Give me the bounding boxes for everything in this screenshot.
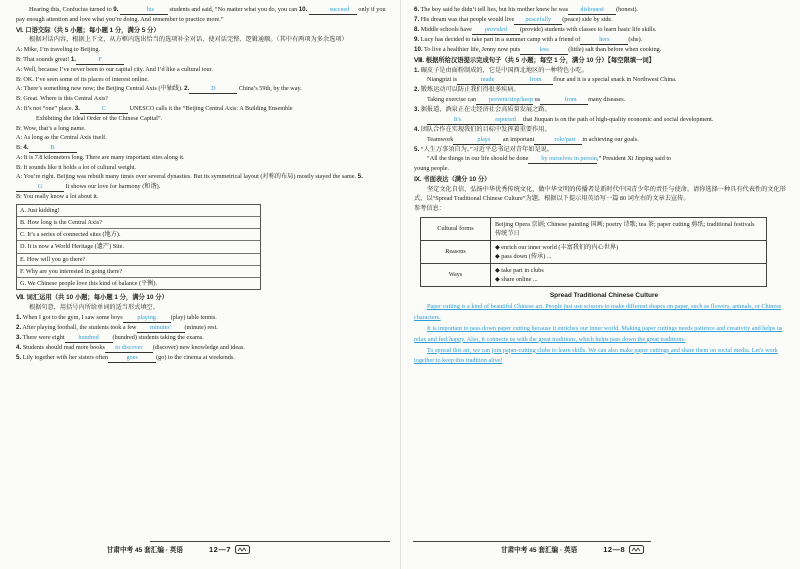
section-header-7: Ⅶ. 词汇运用（共 10 小题；每小题 1 分，满分 10 分） — [16, 294, 168, 302]
answer-blank: D — [189, 85, 237, 94]
answer-blank: reported — [475, 116, 523, 125]
translation-answer: “All the things in our life should be done by ourselves in person,” President Xi Jinping said to — [427, 155, 672, 163]
section-instruction: 根据对话内容，根据上下文，从方框内选出恰当的选项补全对话，使对话完整、逻辑通顺。（其中有两项为多余选项） — [29, 36, 348, 44]
right-page-content — [414, 5, 794, 367]
left-page-content — [16, 5, 390, 363]
dialogue-line: Exhibiting the Ideal Order of the Chinese Capital”. — [36, 114, 163, 122]
dialogue-line: A: You’re right. Beijing was rebuilt many times over several dynasties. But its symmetrical layout (对称的布局) mostly stayed the same. 5.G It shows our love for harmony (和谐). — [16, 173, 363, 191]
translation-answer: Niangpizi is made from flour and it is a special snack in Northwest China. — [427, 76, 677, 84]
dialogue-line: A: Well, because I’ve never been to our capital city. And I’d like a cultural tour. — [16, 65, 213, 73]
passage-paragraph: Hearing this, Confucius turned to 9. his students and said, “No matter what you do, you can 10. succeed only if you pay enough attention and love what you’re doing. And remember to practice more.” — [16, 6, 386, 23]
option-item: D. It is now a World Heritage (遗产) Site. — [17, 241, 260, 253]
dialogue-line: B: 4. B — [16, 143, 390, 153]
answer-blank: role/part — [534, 136, 582, 145]
answer-blank: F — [76, 56, 124, 65]
essay-paragraph: Paper cutting is a kind of beautiful Chinese art. People just use scissors to make different shapes on paper, such as flowers, animals, or Chinese characters. — [414, 303, 782, 322]
right-page — [400, 0, 800, 569]
answer-blank: It's — [427, 116, 475, 125]
dialogue-line: B: OK. I’ve seen some of its places of interest online. — [16, 75, 149, 83]
footer-book-title: 甘肃中考 45 套汇编 · 英语 — [501, 547, 578, 554]
translation-answer: It's reported that Jiuquan is on the path of high-quality economic and social development. — [414, 115, 794, 125]
footer-rule — [413, 541, 651, 542]
page-footer — [501, 543, 644, 555]
vocab-item: 7. His dream was that people would live peacefully (peace) side by side. — [414, 16, 613, 23]
publisher-logo-icon — [235, 545, 250, 554]
vocab-item: 10. To live a healthier life, Jenny now puts less (little) salt than before when cooking. — [414, 46, 662, 53]
table-value: ◆ enrich our inner world (丰富我们的内心世界) ◆ pass down (传承) ... — [491, 240, 767, 263]
answer-blank: from — [505, 76, 553, 85]
table-row — [421, 217, 767, 240]
answer-blank: plays — [453, 136, 501, 145]
table-row — [421, 240, 767, 263]
vocab-item: 6. The boy said he didn’t tell lies, but his mother knew he was dishonest (honest). — [414, 6, 638, 13]
dialogue-line: B: That sounds great! 1. F — [16, 55, 390, 65]
answer-blank: by ourselves in person — [528, 155, 597, 164]
dialogue-line: B: Wow, that’s a long name. — [16, 124, 86, 132]
answer-blank: made — [457, 76, 505, 85]
footer-book-title: 甘肃中考 45 套汇编 · 英语 — [106, 547, 183, 554]
translation-answer-cont: young people. — [414, 165, 450, 173]
answer-blank: G — [16, 183, 64, 192]
vocab-item: 3. There were eight hundred (hundred) students taking the exams. — [16, 333, 204, 341]
table-value: ◆ take part in clubs ◆ share online ... — [491, 263, 767, 286]
dialogue-line: A: It is 7.8 kilometers long. There are many important sites along it. — [16, 154, 185, 162]
dialogue-line: A: Mike, I’m traveling to Beijing. — [16, 46, 101, 54]
answer-blank: goes — [108, 354, 156, 363]
option-item: A. Just kidding! — [17, 205, 260, 217]
dialogue-line: A: There’s something new now; the Beijing Central Axis (中轴线). 2. D China’s 59th, by the way. — [16, 85, 302, 93]
answer-blank: dishonest — [568, 6, 616, 15]
vocab-item: 5. Lily together with her sisters often goes (go) to the cinema at weekends. — [16, 353, 235, 361]
answer-blank: playing — [123, 314, 171, 323]
answer-blank-10: succeed — [309, 6, 357, 15]
translation-prompt: 5. “人生万事須自为。”习近平总书记对青年如是说。 — [414, 145, 554, 153]
table-row — [421, 263, 767, 286]
translation-prompt: 1. 碾皮子是由面粉制成的，它是中国西北地区的一种特色小吃。 — [414, 66, 588, 74]
page-number: 12—7 — [208, 544, 231, 554]
table-value: Beijing Opera 京剧; Chinese painting 国画; poetry 诗歌; tea 茶; paper cutting 剪纸; traditional festivals 传统节日 — [491, 217, 767, 240]
answer-blank: peacefully — [514, 16, 562, 25]
answer-blank: hers — [580, 36, 628, 45]
option-item: E. How will you go there? — [17, 254, 260, 266]
essay-title: Spread Traditional Chinese Culture — [549, 291, 659, 299]
dialogue-line: B: It sounds like it holds a lot of cultural weight. — [16, 163, 137, 171]
vocab-item: 2. After playing football, the students took a few minutes' (minute) rest. — [16, 323, 218, 331]
vocab-item: 4. Students should read more books to discover (discover) new knowledge and ideas. — [16, 343, 245, 351]
answer-blank: less — [520, 46, 568, 55]
answer-blank: C — [80, 105, 128, 114]
answer-blank: minutes' — [137, 324, 185, 333]
dialogue-line: A: It’s not “one” place. 3. C UNESCO calls it the “Beijing Central Axis: A Building Ensemble — [16, 104, 293, 112]
table-key: Reasons — [421, 240, 491, 263]
publisher-logo-icon — [629, 545, 644, 554]
section-instruction: 根据句意，用括号内所给单词的适当形式填空。 — [29, 303, 159, 311]
answer-blank: B — [29, 144, 77, 153]
vocab-item: 1. When I got to the gym, I saw some boys playing (play) table tennis. — [16, 313, 217, 321]
option-item: F. Why are you interested in going there? — [17, 266, 260, 278]
translation-answer: Taking exercise can prevent/stop/keep us from many diseases. — [427, 96, 626, 104]
reference-label: 参考信息： — [414, 205, 445, 213]
vocab-item: 9. Lucy has decided to take part in a summer camp with a friend of hers (she). — [414, 36, 643, 43]
translation-answer: Teamwork plays an important role/part in achieving our goals. — [427, 135, 639, 143]
translation-prompt: 4. 团队合作在实现我们的目标中发挥着重要作用。 — [414, 125, 551, 133]
answer-blank-9: his — [120, 6, 168, 15]
dialogue-line: B: Great. Where is this Central Axis? — [16, 95, 109, 103]
answer-blank: hundred — [65, 334, 113, 343]
translation-prompt: 2. 锻炼运动可以防止我们得很多疾病。 — [414, 86, 520, 94]
answer-blank: to discover — [105, 344, 153, 353]
answer-blank: provided — [472, 26, 520, 35]
option-item: B. How long is the Central Axis? — [17, 217, 260, 229]
vocab-item: 8. Middle schools have provided (provide) students with classes to learn basic life skills. — [414, 26, 657, 33]
page-number: 12—8 — [603, 544, 626, 554]
options-box — [16, 204, 261, 290]
dialogue-line: B: You really know a lot about it. — [16, 193, 99, 201]
table-key: Ways — [421, 263, 491, 286]
section-header-6: Ⅵ. 口语交际（共 5 小题；每小题 1 分，满分 5 分） — [16, 26, 160, 34]
table-key: Cultural forms — [421, 217, 491, 240]
reference-table — [420, 217, 767, 287]
option-item: C. It’s a series of connected sites (地方). — [17, 229, 260, 241]
writing-prompt: 坚定文化自信，弘扬中华优秀传统文化，做中华文明的传播者是新时代中国青少年的责任与使命。请你选择一种具有代表性的文化形式，以“Spread Traditional Chinese Culture”为题，根据以下提示用英语写一篇 80 词左右的文章去宣传。 — [414, 185, 786, 203]
option-item: G. We Chinese people love this kind of balance (平衡). — [20, 280, 158, 288]
essay-paragraph: It is important to pass down paper cutting because it enriches our inner world. Making paper cuttings needs patience and creativity and helps us relax and feel happy. Also, it connects us with the great traditions, which helps pass down the great traditions. — [414, 325, 783, 343]
answer-blank: prevent/stop/keep — [476, 96, 533, 105]
essay-paragraph: To spread this art, we can join paper-cutting clubs to learn skills. We can also make paper cuttings and share them on social media. Let's work together to keep this tradition alive! — [414, 346, 778, 365]
answer-blank: from — [540, 96, 588, 105]
dialogue-line: A: As long as the Central Axis itself. — [16, 134, 107, 142]
footer-rule — [150, 541, 390, 542]
translation-prompt: 3. 据报道，酒泉正在走经济社会高质量发展之路。 — [414, 106, 551, 114]
page-footer — [107, 543, 250, 555]
section-header-8: Ⅷ. 根据所给汉语提示完成句子（共 5 小题；每空 1 分，满分 10 分）【每空限填一词】 — [414, 57, 655, 64]
section-header-9: Ⅸ. 书面表达（满分 10 分） — [414, 175, 491, 183]
